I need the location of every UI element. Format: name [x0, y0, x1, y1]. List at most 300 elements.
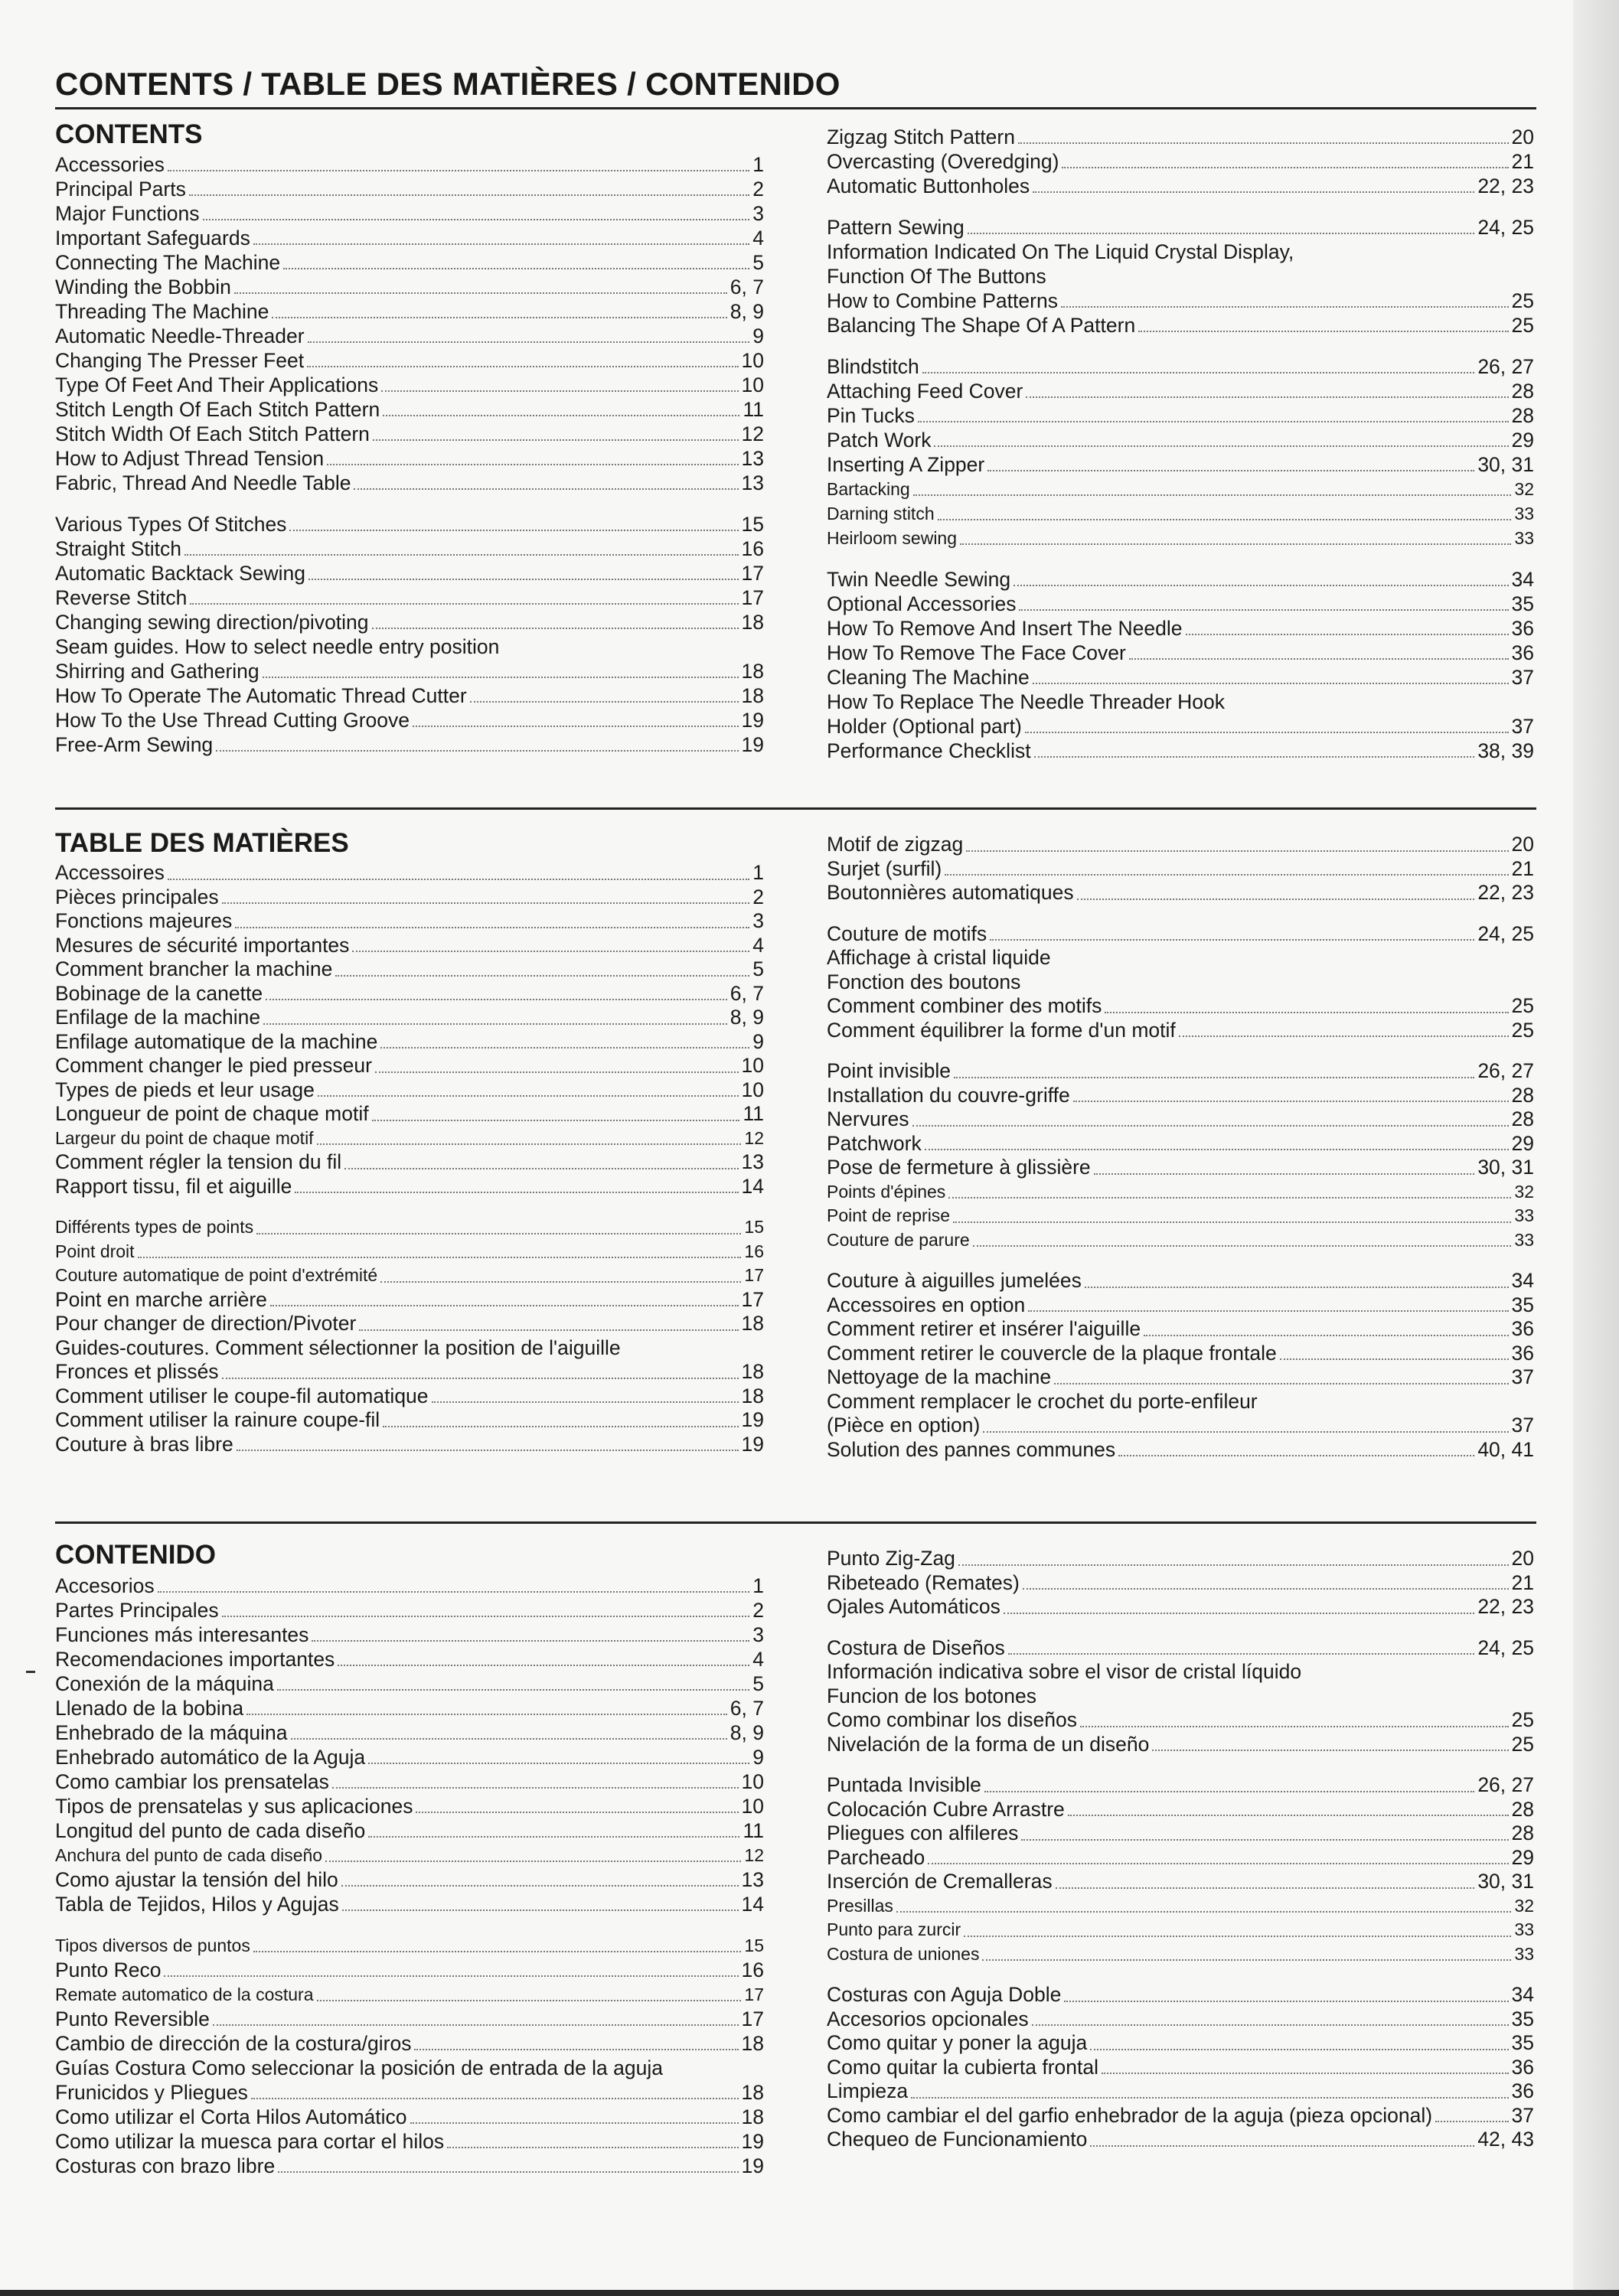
dot-leader: [289, 530, 738, 531]
toc-entry: [827, 2007, 1534, 2032]
toc-entry-title: Performance Checklist: [827, 739, 1031, 762]
toc-entry-title: How To the Use Thread Cutting Groove: [55, 709, 410, 732]
toc-entry: [55, 982, 764, 1006]
dot-leader: [964, 1936, 1511, 1937]
toc-entry-title: Mesures de sécurité importantes: [55, 933, 350, 957]
toc-entry-title: Principal Parts: [55, 178, 186, 201]
toc-entry-title: Stitch Length Of Each Stitch Pattern: [55, 398, 380, 421]
toc-page-number: 24, 25: [1477, 216, 1534, 239]
toc-page-number: 16: [744, 1241, 764, 1261]
toc-entry: [827, 1269, 1534, 1293]
toc-entry: [827, 501, 1534, 526]
toc-page-number: 29: [1511, 1131, 1534, 1155]
toc-entry-title: Frunicidos y Pliegues: [55, 2081, 248, 2104]
dot-leader: [235, 927, 749, 928]
toc-page-number: 10: [741, 1054, 764, 1077]
toc-page-number: 6, 7: [730, 981, 764, 1005]
dot-leader: [352, 951, 749, 952]
toc-entry-title: Pour changer de direction/Pivoter: [55, 1312, 357, 1335]
toc-entry: [55, 2007, 764, 2031]
toc-entry-title: Point de reprise: [827, 1205, 951, 1225]
toc-entry-title: Como cambiar el del garfio enhebrador de la aguja (pieza opcional): [827, 2103, 1433, 2127]
toc-page-number: 36: [1511, 2055, 1534, 2079]
toc-entry: [827, 1342, 1534, 1366]
toc-entry-title: Funcion de los botones: [827, 1684, 1037, 1707]
toc-page-number: 20: [1511, 1547, 1534, 1570]
toc-entry: [827, 1132, 1534, 1156]
toc-entry: [827, 1571, 1534, 1596]
toc-entry-title: Comment régler la tension du fil: [55, 1150, 342, 1173]
toc-gap: [827, 338, 1534, 354]
toc-page-number: 13: [741, 447, 764, 470]
toc-entry-title: Heirloom sewing: [827, 528, 958, 548]
toc-page-number: 40, 41: [1477, 1437, 1534, 1461]
toc-gap: [827, 198, 1534, 215]
dot-leader: [168, 170, 749, 171]
dot-leader: [1179, 1035, 1509, 1037]
dot-leader: [1004, 1613, 1474, 1614]
toc-entry: [827, 1107, 1534, 1132]
dot-leader: [1061, 306, 1509, 308]
toc-entry: [827, 1293, 1534, 1318]
toc-entry-title: Comment retirer le couvercle de la plaque frontale: [827, 1341, 1277, 1365]
toc-entry-title: Automatic Buttonholes: [827, 174, 1030, 197]
toc-page-number: 18: [741, 1384, 764, 1407]
toc-gap: [55, 1916, 764, 1933]
toc-entry-title: Largeur du point de chaque motif: [55, 1127, 314, 1148]
toc-entry: [55, 177, 764, 201]
dot-leader: [1023, 1588, 1509, 1590]
toc-entry-title: Boutonnières automatiques: [827, 881, 1074, 904]
toc-page-number: 28: [1511, 1821, 1534, 1844]
toc-entry-title: Point droit: [55, 1241, 135, 1261]
dot-leader: [317, 2000, 742, 2001]
toc-entry-title: Como utilizar el Corta Hilos Automático: [55, 2105, 407, 2128]
dot-leader: [383, 415, 739, 416]
toc-column-francais-right: [827, 833, 1534, 1462]
dot-leader: [410, 2122, 739, 2124]
dot-leader: [342, 1910, 739, 1911]
toc-entry: [827, 313, 1534, 338]
toc-page-number: 14: [741, 1174, 764, 1198]
dot-leader: [984, 1791, 1474, 1792]
toc-column-francais-left: [55, 861, 764, 1456]
toc-page-number: 30, 31: [1477, 1156, 1534, 1179]
toc-gap: [827, 1966, 1534, 1983]
toc-page-number: 19: [741, 1408, 764, 1431]
toc-entry: [827, 2128, 1534, 2152]
toc-entry-title: Llenado de la bobina: [55, 1697, 244, 1720]
toc-entry: [55, 1892, 764, 1916]
toc-entry: [827, 354, 1534, 379]
toc-page-number: 26, 27: [1477, 1059, 1534, 1082]
toc-page-number: 6, 7: [730, 276, 764, 298]
dot-leader: [1025, 732, 1509, 733]
toc-entry: [827, 946, 1534, 970]
toc-entry-title: Seam guides. How to select needle entry position: [55, 635, 500, 658]
toc-entry-title: Blindstitch: [827, 355, 919, 378]
toc-entry: [55, 201, 764, 226]
toc-entry-title: Optional Accessories: [827, 592, 1017, 615]
toc-page-number: 30, 31: [1477, 453, 1534, 476]
toc-entry-title: Costura de Diseños: [827, 1636, 1005, 1659]
toc-page-number: 33: [1514, 528, 1534, 548]
toc-entry-title: Enfilage de la machine: [55, 1006, 261, 1029]
toc-entry: [827, 1684, 1534, 1709]
toc-page-number: 18: [741, 684, 764, 707]
toc-page-number: 16: [741, 1958, 764, 1981]
toc-entry-title: Fonctions majeures: [55, 909, 233, 932]
dot-leader: [1090, 2145, 1474, 2147]
toc-entry: [827, 149, 1534, 174]
toc-entry: [55, 1982, 764, 2007]
toc-entry: [827, 881, 1534, 905]
toc-page-number: 4: [752, 933, 764, 957]
toc-entry: [55, 861, 764, 885]
toc-entry: [827, 1942, 1534, 1967]
dot-leader: [1094, 1173, 1475, 1175]
dot-leader: [341, 1885, 739, 1887]
toc-entry-title: Pattern Sewing: [827, 216, 965, 239]
toc-page-number: 10: [741, 373, 764, 396]
dot-leader: [973, 1245, 1512, 1247]
toc-page-number: 37: [1511, 1414, 1534, 1437]
toc-page-number: 33: [1514, 1943, 1534, 1964]
toc-entry: [827, 1733, 1534, 1757]
toc-page-number: 42, 43: [1477, 2128, 1534, 2151]
toc-page-number: 13: [741, 471, 764, 494]
toc-entry: [827, 2031, 1534, 2056]
toc-entry: [55, 324, 764, 348]
dot-leader: [253, 243, 749, 245]
toc-entry-title: Couture à bras libre: [55, 1432, 233, 1456]
dot-leader: [375, 1071, 739, 1073]
toc-entry-title: Colocación Cubre Arrastre: [827, 1797, 1065, 1821]
dot-leader: [1186, 634, 1509, 635]
dot-leader: [1018, 142, 1509, 144]
toc-entry: [55, 634, 764, 659]
toc-entry-title: Ribeteado (Remates): [827, 1570, 1020, 1594]
toc-entry: [55, 2031, 764, 2056]
dot-leader: [184, 554, 739, 556]
dot-leader: [925, 1149, 1509, 1150]
dot-leader: [317, 1143, 742, 1145]
toc-entry-title: Nettoyage de la machine: [827, 1365, 1052, 1388]
toc-page-number: 18: [741, 611, 764, 634]
dot-leader: [968, 233, 1475, 234]
dot-leader: [953, 1221, 1511, 1223]
toc-entry-title: Connecting The Machine: [55, 251, 281, 274]
toc-gap: [827, 1619, 1534, 1636]
toc-entry-title: How To Replace The Needle Threader Hook: [827, 690, 1225, 713]
toc-entry-title: Comment équilibrer la forme d'un motif: [827, 1018, 1176, 1042]
dot-leader: [1435, 2121, 1508, 2122]
toc-entry: [827, 1846, 1534, 1870]
toc-entry-title: Partes Principales: [55, 1599, 219, 1622]
toc-entry: [827, 1773, 1534, 1798]
toc-entry-title: How To Remove The Face Cover: [827, 641, 1126, 664]
toc-entry-title: Zigzag Stitch Pattern: [827, 126, 1015, 148]
toc-page-number: 19: [741, 709, 764, 732]
dot-leader: [1144, 1335, 1508, 1336]
toc-entry: [55, 1006, 764, 1030]
toc-page-number: 1: [752, 153, 764, 176]
toc-page-number: 19: [741, 1432, 764, 1456]
toc-entry: [55, 934, 764, 958]
toc-entry-title: Nervures: [827, 1107, 909, 1130]
toc-entry: [55, 1150, 764, 1175]
toc-entry-title: Couture automatique de point d'extrémité: [55, 1265, 378, 1285]
dot-leader: [1008, 1653, 1475, 1655]
toc-entry: [827, 690, 1534, 714]
toc-column-contents-right: [827, 125, 1534, 763]
dot-leader: [1080, 1726, 1509, 1727]
toc-page-number: 15: [744, 1936, 764, 1955]
toc-entry-title: Rapport tissu, fil et aiguille: [55, 1174, 292, 1198]
dot-leader: [270, 1305, 739, 1306]
toc-entry-title: Accessoires en option: [827, 1293, 1026, 1316]
toc-page-number: 4: [752, 1648, 764, 1671]
section-heading-table-des-matieres: TABLE DES MATIÈRES: [55, 828, 349, 858]
dot-leader: [1033, 191, 1474, 193]
toc-page-number: 35: [1511, 2007, 1534, 2030]
toc-entry: [827, 403, 1534, 428]
toc-page-number: 2: [752, 1599, 764, 1622]
dot-leader: [1077, 899, 1475, 900]
dot-leader: [327, 464, 738, 465]
toc-entry: [827, 1660, 1534, 1684]
toc-page-number: 24, 25: [1477, 921, 1534, 945]
dot-leader: [253, 1951, 742, 1952]
toc-page-number: 37: [1511, 1365, 1534, 1388]
toc-page-number: 13: [741, 1150, 764, 1173]
toc-page-number: 37: [1511, 666, 1534, 689]
toc-entry: [827, 641, 1534, 665]
toc-entry-title: Punto para zurcir: [827, 1919, 961, 1939]
toc-entry-title: Attaching Feed Cover: [827, 380, 1023, 403]
dot-leader: [237, 1450, 739, 1451]
toc-entry-title: Tipos de prensatelas y sus aplicaciones: [55, 1795, 413, 1818]
toc-entry: [55, 957, 764, 982]
toc-entry-title: Funciones más interesantes: [55, 1623, 309, 1646]
toc-entry-title: Automatic Backtack Sewing: [55, 562, 305, 585]
dot-leader: [266, 999, 727, 1000]
toc-page-number: 16: [741, 537, 764, 560]
toc-gap: [827, 1756, 1534, 1773]
toc-page-number: 6, 7: [730, 1697, 764, 1720]
toc-entry-title: Patchwork: [827, 1131, 922, 1155]
dot-leader: [948, 1197, 1511, 1199]
toc-page-number: 34: [1511, 568, 1534, 591]
toc-entry-title: Presillas: [827, 1895, 893, 1916]
section-heading-contenido: CONTENIDO: [55, 1540, 216, 1570]
toc-entry-title: Couture de motifs: [827, 921, 987, 945]
toc-entry: [827, 922, 1534, 947]
toc-entry: [55, 348, 764, 373]
toc-page-number: 29: [1511, 429, 1534, 452]
toc-entry-title: Shirring and Gathering: [55, 660, 259, 683]
dot-leader: [158, 1591, 750, 1593]
toc-entry: [55, 446, 764, 471]
toc-page-number: 29: [1511, 1845, 1534, 1869]
toc-page-number: 9: [752, 1029, 764, 1053]
toc-entry: [55, 2154, 764, 2178]
toc-entry-title: Como ajustar la tensión del hilo: [55, 1868, 338, 1891]
toc-page-number: 21: [1511, 856, 1534, 880]
toc-entry-title: Pliegues con alfileres: [827, 1821, 1019, 1844]
toc-entry: [55, 1671, 764, 1696]
toc-entry: [827, 714, 1534, 739]
toc-entry-title: Bartacking: [827, 479, 910, 499]
toc-entry: [55, 1175, 764, 1199]
dot-leader: [1118, 1455, 1474, 1456]
toc-entry-title: Comment combiner des motifs: [827, 994, 1102, 1017]
toc-entry-title: Cleaning The Machine: [827, 666, 1030, 689]
toc-page-number: 32: [1514, 1895, 1534, 1916]
toc-entry: [827, 1547, 1534, 1571]
toc-entry: [827, 1438, 1534, 1463]
toc-entry-title: Function Of The Buttons: [827, 265, 1046, 288]
dot-leader: [291, 1738, 727, 1740]
toc-entry: [827, 2079, 1534, 2104]
toc-gap: [827, 1252, 1534, 1269]
toc-entry-title: Winding the Bobbin: [55, 276, 231, 298]
dot-leader: [368, 1763, 749, 1764]
toc-entry: [55, 422, 764, 446]
toc-entry-title: Changing The Presser Feet: [55, 349, 305, 372]
toc-page-number: 19: [741, 733, 764, 756]
toc-entry: [827, 592, 1534, 616]
dot-leader: [1028, 1310, 1508, 1312]
toc-entry-title: Various Types Of Stitches: [55, 513, 287, 536]
toc-entry-title: Points d'épines: [827, 1181, 946, 1202]
toc-entry-title: Comment changer le pied presseur: [55, 1054, 372, 1077]
toc-entry: [827, 1595, 1534, 1619]
dot-leader: [380, 1047, 749, 1049]
toc-page-number: 17: [741, 562, 764, 585]
toc-entry: [55, 1078, 764, 1103]
dot-leader: [277, 1689, 749, 1691]
toc-page-number: 33: [1514, 1919, 1534, 1939]
toc-entry: [55, 1384, 764, 1409]
toc-entry: [55, 1264, 764, 1288]
toc-entry: [827, 125, 1534, 149]
dot-leader: [912, 1125, 1509, 1127]
dot-leader: [966, 850, 1508, 852]
toc-entry-title: Longitud del punto de cada diseño: [55, 1819, 366, 1842]
dot-leader: [1073, 1101, 1509, 1102]
toc-entry: [827, 452, 1534, 477]
toc-entry-title: Conexión de la máquina: [55, 1672, 274, 1695]
toc-entry: [55, 1127, 764, 1151]
toc-page-number: 9: [752, 1746, 764, 1769]
dot-leader: [1021, 1839, 1508, 1841]
toc-entry: [827, 833, 1534, 857]
dot-leader: [1085, 1287, 1509, 1288]
dot-leader: [1138, 331, 1508, 332]
toc-entry-title: Balancing The Shape Of A Pattern: [827, 314, 1136, 337]
dot-leader: [246, 1714, 727, 1715]
toc-entry-title: Puntada Invisible: [827, 1773, 981, 1796]
toc-entry: [55, 610, 764, 634]
toc-entry-title: Como cambiar los prensatelas: [55, 1770, 329, 1793]
toc-entry-title: Longueur de point de chaque motif: [55, 1102, 369, 1125]
dot-leader: [413, 726, 739, 727]
toc-entry-title: Nivelación de la forma de un diseño: [827, 1732, 1150, 1756]
dot-leader: [938, 519, 1512, 520]
toc-gap: [827, 550, 1534, 567]
toc-entry-title: Chequeo de Funcionamiento: [827, 2128, 1088, 2151]
toc-entry: [827, 526, 1534, 550]
toc-entry-title: Automatic Needle-Threader: [55, 325, 305, 347]
toc-entry-title: Como quitar y poner la aguja: [827, 2031, 1088, 2054]
toc-entry: [55, 373, 764, 397]
page-edge-shadow: [1573, 0, 1619, 2296]
toc-page-number: 35: [1511, 1293, 1534, 1316]
toc-entry: [55, 1598, 764, 1623]
toc-page-number: 25: [1511, 1018, 1534, 1042]
toc-entry-title: Holder (Optional part): [827, 715, 1022, 738]
toc-entry-title: Point invisible: [827, 1059, 951, 1082]
toc-entry: [827, 174, 1534, 198]
toc-page-number: 3: [752, 202, 764, 225]
toc-entry: [55, 1102, 764, 1127]
dot-leader: [372, 1120, 740, 1121]
dot-leader: [1062, 167, 1508, 168]
toc-entry: [55, 536, 764, 561]
dot-leader: [1056, 1887, 1475, 1889]
toc-entry-title: Comment retirer et insérer l'aiguille: [827, 1317, 1141, 1340]
toc-entry: [55, 1720, 764, 1745]
toc-entry-title: Affichage à cristal liquide: [827, 946, 1051, 969]
toc-entry-title: Couture de parure: [827, 1229, 970, 1250]
toc-entry-title: How To Remove And Insert The Needle: [827, 617, 1183, 640]
dot-leader: [312, 1640, 749, 1642]
toc-page-number: 3: [752, 909, 764, 932]
toc-entry: [55, 226, 764, 250]
toc-entry: [827, 1414, 1534, 1438]
dot-leader: [1152, 1750, 1508, 1751]
toc-entry-title: Punto Reversible: [55, 2007, 210, 2030]
dot-leader: [203, 219, 750, 220]
toc-entry-title: Couture à aiguilles jumelées: [827, 1269, 1082, 1292]
toc-entry: [55, 1745, 764, 1769]
toc-entry: [55, 708, 764, 732]
toc-entry-title: Point en marche arrière: [55, 1287, 267, 1311]
toc-page-number: 20: [1511, 833, 1534, 856]
dot-leader: [928, 1863, 1508, 1864]
dot-leader: [278, 2171, 738, 2173]
dot-leader: [913, 494, 1512, 496]
toc-entry-title: Changing sewing direction/pivoting: [55, 611, 369, 634]
toc-page-number: 2: [752, 178, 764, 201]
toc-entry: [827, 1204, 1534, 1228]
toc-page-number: 34: [1511, 1983, 1534, 2006]
toc-entry: [827, 1870, 1534, 1894]
dot-leader: [982, 1959, 1511, 1961]
toc-page-number: 18: [741, 2081, 764, 2104]
toc-page-number: 36: [1511, 1341, 1534, 1365]
toc-page-number: 8, 9: [730, 1006, 764, 1029]
toc-page-number: 8, 9: [730, 300, 764, 323]
toc-entry-title: Fabric, Thread And Needle Table: [55, 471, 351, 494]
toc-entry: [55, 885, 764, 910]
toc-entry: [55, 1360, 764, 1384]
dot-leader: [372, 628, 739, 629]
toc-entry: [55, 1933, 764, 1958]
toc-entry-title: Accessoires: [55, 861, 165, 884]
toc-entry: [55, 1433, 764, 1457]
